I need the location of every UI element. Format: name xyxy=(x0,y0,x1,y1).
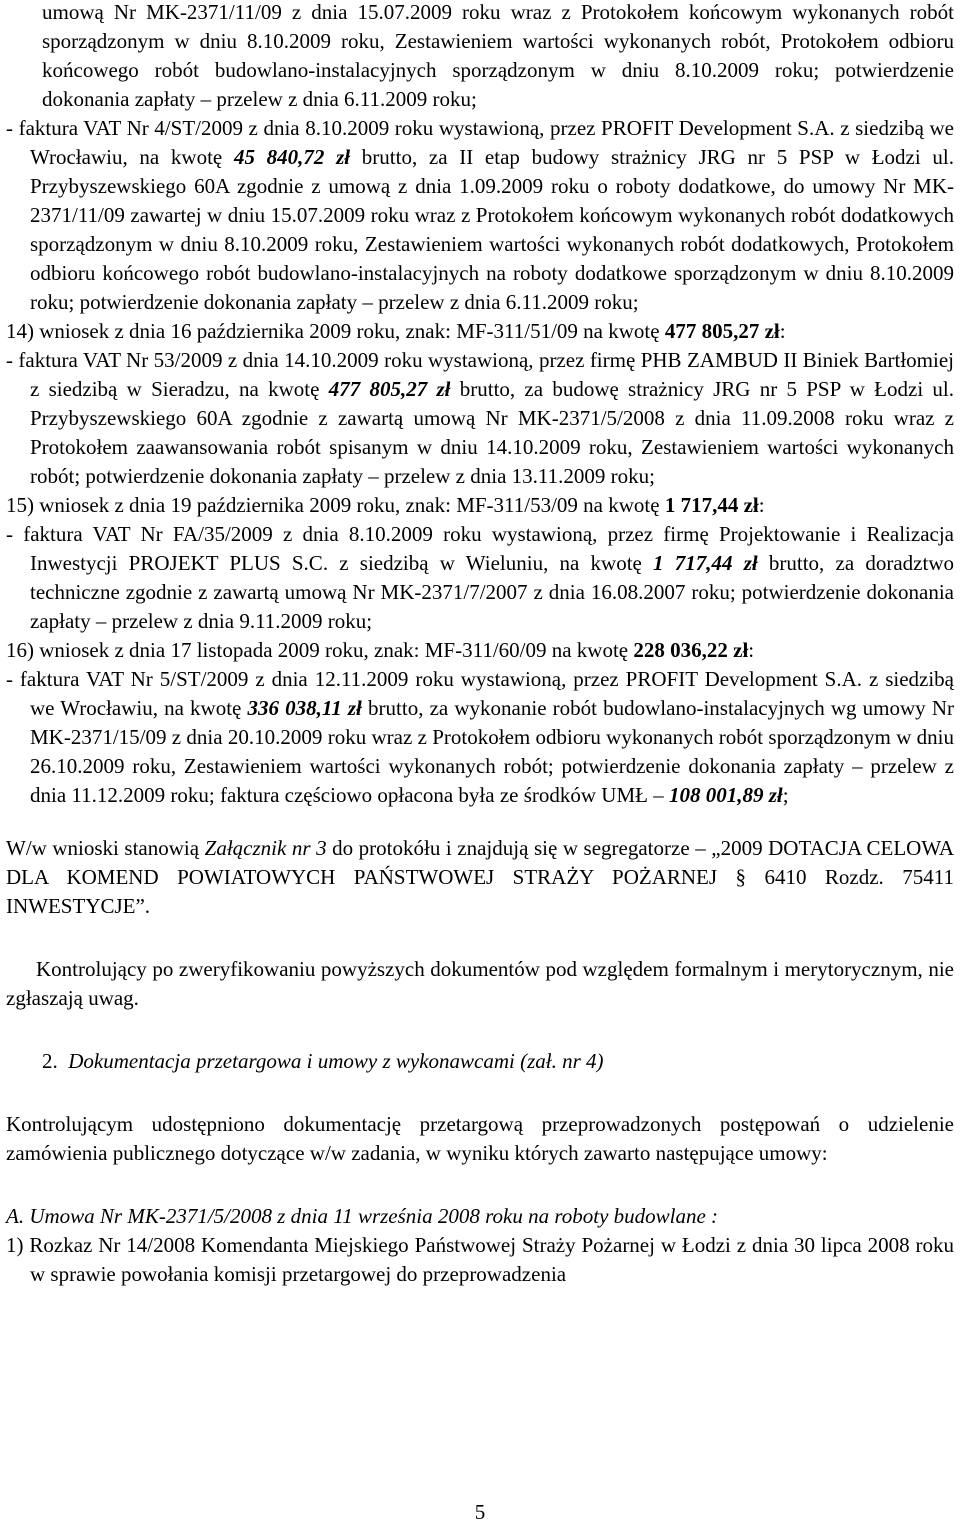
item-amount: 477 805,27 zł xyxy=(664,319,780,343)
invoice-fa-35-2009 xyxy=(6,520,954,636)
section-title: Dokumentacja przetargowa i umowy z wykonawcami (zał. nr 4) xyxy=(68,1049,604,1073)
spacer xyxy=(6,921,954,955)
contract-title: Umowa Nr MK-2371/5/2008 z dnia 11 września 2008 roku na roboty budowlane : xyxy=(24,1204,719,1228)
invoice-text: - faktura VAT Nr 5/ST/2009 z dnia 12.11.2009 roku wystawioną, przez PROFIT Development S.A. z siedzibą we Wrocławiu, na kwotę xyxy=(6,667,954,720)
page-number: 5 xyxy=(474,1500,486,1524)
item-14 xyxy=(6,317,954,346)
section-number: 2. xyxy=(42,1049,58,1073)
item-text: : xyxy=(748,638,755,662)
item-text: : xyxy=(758,493,765,517)
invoice-amount: 1 717,44 zł xyxy=(653,551,758,575)
invoice-amount: 336 038,11 zł xyxy=(247,696,362,720)
item-15 xyxy=(6,491,954,520)
invoice-4-st-2009 xyxy=(6,114,954,317)
invoice-5-st-2009 xyxy=(6,665,954,810)
invoice-text: - faktura VAT Nr FA/35/2009 z dnia 8.10.2009 roku wystawioną, przez firmę Projektowanie i Realizacja Inwestycji PROJEKT PLUS S.C. z siedzibą w Wieluniu, na kwotę xyxy=(6,522,954,575)
invoice-text: brutto, za II etap budowy strażnicy JRG nr 5 PSP w Łodzi ul. Przybyszewskiego 60A zgodnie z umową z dnia 1.09.2009 roku o roboty dodatkowe, do umowy Nr MK-2371/11/09 zawartej w dniu 15.07.2009 roku wraz z Protokołem końcowym wykonanych robót dodatkowych sporządzonym w dniu 8.10.2009 roku, Zestawieniem wartości wykonanych robót dodatkowych, Protokołem odbioru końcowego robót budowlano-instalacyjnych na roboty dodatkowe sporządzonym w dniu 8.10.2009 roku; potwierdzenie dokonania zapłaty – przelew z dnia 6.11.2009 roku; xyxy=(30,145,954,314)
invoice-text: - faktura VAT Nr 4/ST/2009 z dnia 8.10.2009 roku wystawioną, przez PROFIT Development S.A. z siedzibą we Wrocławiu, na kwotę xyxy=(6,116,954,169)
paragraph-text: do protokółu i znajdują się w segregatorze – „2009 DOTACJA CELOWA DLA KOMEND POWIATOWYCH PAŃSTWOWEJ STRAŻY POŻARNEJ § 6410 Rozdz. 75411 INWESTYCJE”. xyxy=(6,836,954,918)
spacer xyxy=(6,1168,954,1202)
item-amount: 1 717,44 zł xyxy=(664,493,759,517)
invoice-text: brutto, za wykonanie robót budowlano-instalacyjnych wg umowy Nr MK-2371/15/09 z dnia 20.10.2009 roku wraz z Protokołem odbioru wykonanych robót sporządzonym w dniu 26.10.2009 roku, Zestawieniem wartości wykonanych robót; potwierdzenie dokonania zapłaty – przelew z dnia 11.12.2009 roku; faktura częściowo opłacona była ze środków UMŁ – xyxy=(30,696,954,807)
invoice-amount: 477 805,27 zł xyxy=(328,377,451,401)
spacer xyxy=(6,1076,954,1110)
item-text: : xyxy=(779,319,786,343)
invoice-amount: 45 840,72 zł xyxy=(233,145,351,169)
documentation-paragraph: Kontrolującym udostępniono dokumentację przetargową przeprowadzonych postępowań o udzielenie zamówienia publicznego dotyczące w/w zadania, w wyniku których zawarto następujące umowy: xyxy=(6,1112,954,1165)
item-amount: 228 036,22 zł xyxy=(633,638,749,662)
attachment-paragraph xyxy=(6,834,954,921)
invoice-53-2009 xyxy=(6,346,954,491)
section-2-heading xyxy=(6,1047,954,1076)
item-text: 16) wniosek z dnia 17 listopada 2009 roku, znak: MF-311/60/09 na kwotę xyxy=(6,638,634,662)
invoice-text: brutto, za doradztwo techniczne zgodnie z zawartą umową Nr MK-2371/7/2007 z dnia 16.08.2007 roku; potwierdzenie dokonania zapłaty – przelew z dnia 9.11.2009 roku; xyxy=(30,551,954,633)
attachment-reference: Załącznik nr 3 xyxy=(204,836,327,860)
item-13a-continuation: umową Nr MK-2371/11/09 z dnia 15.07.2009 roku wraz z Protokołem końcowym wykonanych robót sporządzonym w dniu 8.10.2009 roku, Zestawieniem wartości wykonanych robót, Protokołem odbioru końcowego robót budowlano-instalacyjnych sporządzonym w dniu 8.10.2009 roku; potwierdzenie dokonania zapłaty – przelew z dnia 6.11.2009 roku; xyxy=(42,0,954,111)
invoice-amount-uml: 108 001,89 zł xyxy=(668,783,783,807)
item-text: 15) wniosek z dnia 19 października 2009 roku, znak: MF-311/53/09 na kwotę xyxy=(6,493,665,517)
invoice-text: brutto, za budowę strażnicy JRG nr 5 PSP w Łodzi ul. Przybyszewskiego 60A zgodnie z zawartą umową Nr MK-2371/5/2008 z dnia 11.09.2008 roku wraz z Protokołem zaawansowania robót spisanym w dniu 14.10.2009 roku, Zestawieniem wartości wykonanych robót; potwierdzenie dokonania zapłaty – przelew z dnia 13.11.2009 roku; xyxy=(30,377,954,488)
contract-a-heading xyxy=(6,1202,954,1231)
invoice-text: ; xyxy=(782,783,789,807)
invoice-text: - faktura VAT Nr 53/2009 z dnia 14.10.2009 roku wystawioną, przez firmę PHB ZAMBUD II Biniek Bartłomiej z siedzibą w Sieradzu, na kwotę xyxy=(6,348,954,401)
paragraph-text: W/w wnioski stanowią xyxy=(6,836,205,860)
item-text: 14) wniosek z dnia 16 października 2009 roku, znak: MF-311/51/09 na kwotę xyxy=(6,319,665,343)
document-page xyxy=(6,0,954,1289)
controllers-remark: Kontrolujący po zweryfikowaniu powyższych dokumentów pod względem formalnym i merytorycznym, nie zgłaszają uwag. xyxy=(6,957,954,1010)
order-item-1: 1) Rozkaz Nr 14/2008 Komendanta Miejskiego Państwowej Straży Pożarnej w Łodzi z dnia 30 lipca 2008 roku w sprawie powołania komisji przetargowej do przeprowadzenia xyxy=(6,1233,954,1286)
item-16 xyxy=(6,636,954,665)
spacer xyxy=(6,1013,954,1047)
spacer xyxy=(6,810,954,834)
contract-label: A. xyxy=(6,1204,25,1228)
